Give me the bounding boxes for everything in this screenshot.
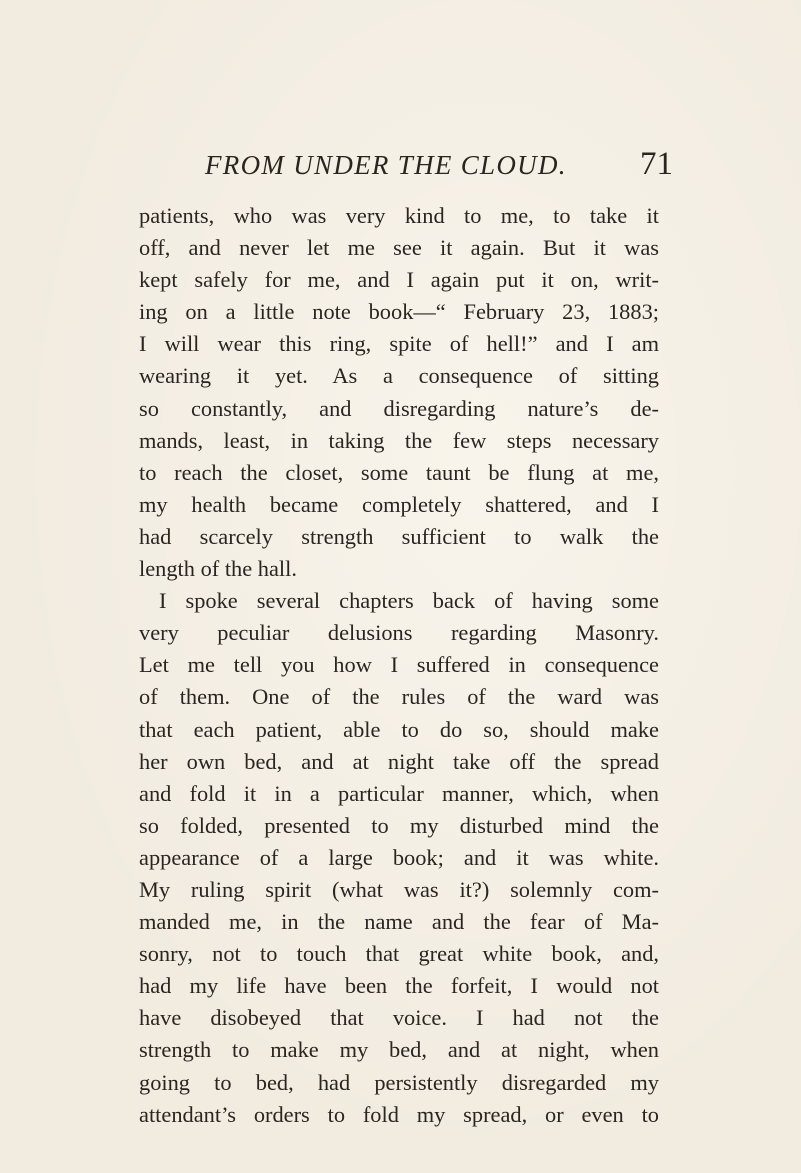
text-line: off, and never let me see it again. But it was: [139, 235, 659, 261]
page-number: 71: [640, 146, 673, 182]
text-line: had my life have been the forfeit, I would not: [139, 973, 659, 999]
text-line: my health became completely shattered, and I: [139, 491, 659, 517]
text-line: strength to make my bed, and at night, when: [139, 1037, 659, 1063]
text-line: I will wear this ring, spite of hell!” and I am: [139, 331, 659, 357]
text-line: Let me tell you how I suffered in consequence: [139, 652, 659, 678]
text-line: very peculiar delusions regarding Masonry.: [139, 620, 659, 646]
body-text: [139, 200, 659, 1131]
text-line: have disobeyed that voice. I had not the: [139, 1005, 659, 1031]
text-line: wearing it yet. As a consequence of sitting: [139, 363, 659, 389]
text-line: sonry, not to touch that great white book, and,: [139, 941, 659, 967]
text-line: had scarcely strength sufficient to walk the: [139, 523, 659, 549]
text-line: patients, who was very kind to me, to take it: [139, 203, 659, 228]
text-line: mands, least, in taking the few steps necessary: [139, 427, 659, 453]
running-head: [205, 147, 675, 183]
text-line: manded me, in the name and the fear of Ma-: [139, 909, 659, 935]
text-line: attendant’s orders to fold my spread, or even to: [139, 1101, 659, 1127]
text-line: and fold it in a particular manner, which, when: [139, 780, 659, 806]
text-line: her own bed, and at night take off the spread: [139, 748, 659, 774]
text-line: My ruling spirit (what was it?) solemnly com-: [139, 876, 659, 902]
text-line: of them. One of the rules of the ward was: [139, 684, 659, 710]
text-line: so folded, presented to my disturbed mind the: [139, 812, 659, 838]
text-line: that each patient, able to do so, should make: [139, 716, 659, 742]
text-line: ing on a little note book—“ February 23, 1883;: [139, 299, 659, 325]
text-line: going to bed, had persistently disregarded my: [139, 1069, 659, 1095]
text-line: to reach the closet, some taunt be flung at me,: [139, 459, 659, 485]
text-line: I spoke several chapters back of having some: [159, 588, 659, 614]
running-title: FROM UNDER THE CLOUD.: [205, 150, 567, 180]
text-line: length of the hall.: [139, 556, 297, 582]
text-line: kept safely for me, and I again put it on, writ-: [139, 267, 659, 293]
text-line: appearance of a large book; and it was white.: [139, 844, 659, 870]
text-line: so constantly, and disregarding nature’s de-: [139, 395, 659, 421]
